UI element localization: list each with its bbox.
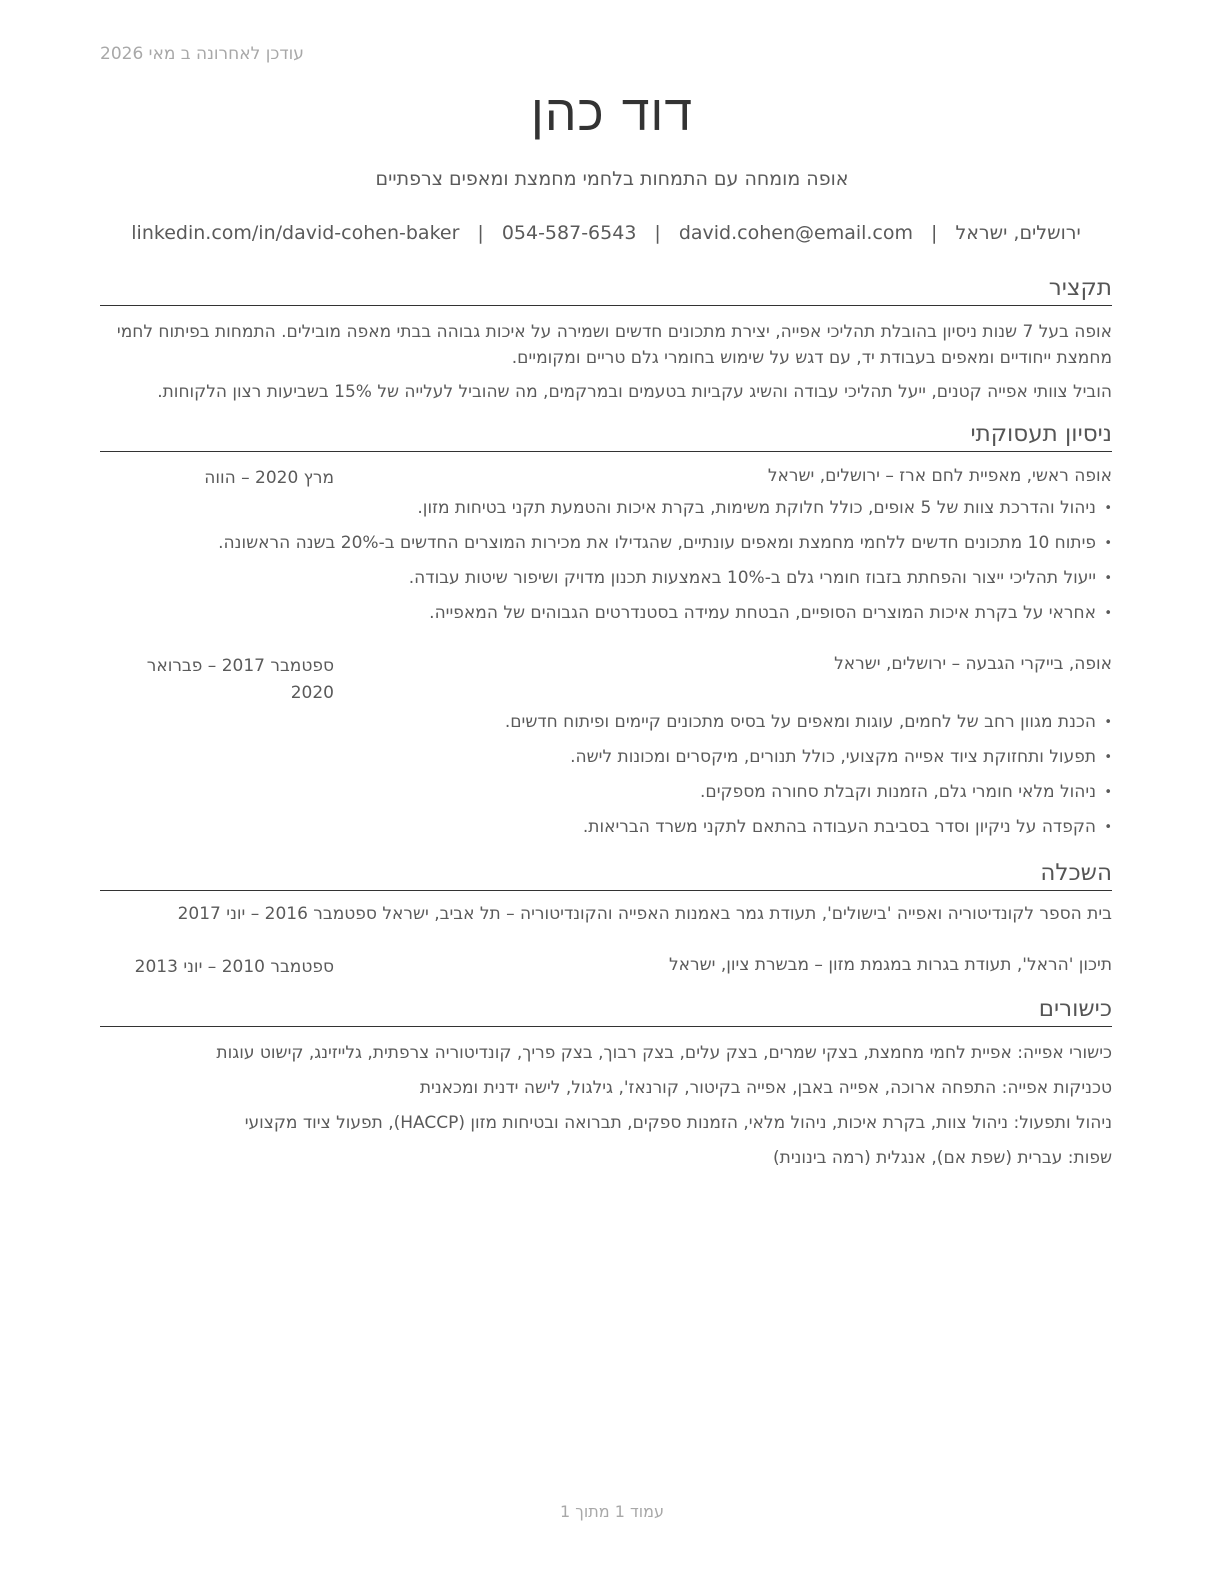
job-dates: מרץ 2020 – הווה xyxy=(204,468,334,488)
summary-paragraph-2: הוביל צוותי אפייה קטנים, ייעל תהליכי עבודה והשיג עקביות בטעמים ובמרקמים, מה שהוביל לעלייה של 15% בשביעות רצון הלקוחות. xyxy=(157,382,1112,402)
skill-line: כישורי אפייה: אפיית לחמי מחמצת, בצקי שמרים, בצק עלים, בצק רבוך, בצק פריך, קונדיטוריה צרפתית, גלייזינג, קישוט עוגות xyxy=(216,1043,1112,1063)
contact-separator: | xyxy=(477,222,484,244)
contact-separator: | xyxy=(654,222,661,244)
contact-email[interactable]: david.cohen@email.com xyxy=(678,222,914,244)
list-item: • אחראי על בקרת איכות המוצרים הסופיים, הבטחת עמידה בסטנדרטים הגבוהים של המאפייה. xyxy=(140,596,1112,631)
page-number: עמוד 1 מתוך 1 xyxy=(560,1502,664,1521)
list-item: • הקפדה על ניקיון וסדר בסביבת העבודה בהתאם לתקני משרד הבריאות. xyxy=(140,810,1112,845)
contact-location: ירושלים, ישראל xyxy=(955,222,1081,244)
job-title: אופה, בייקרי הגבעה – ירושלים, ישראל xyxy=(834,654,1112,674)
list-item: • הכנת מגוון רחב של לחמים, עוגות ומאפים על בסיס מתכונים קיימים ופיתוח חדשים. xyxy=(140,705,1112,740)
education-title: בית הספר לקונדיטוריה ואפייה 'בישולים', תעודת גמר באמנות האפייה והקונדיטוריה – תל אביב, ישראל xyxy=(382,904,1112,924)
candidate-name: דוד כהן xyxy=(530,84,694,142)
list-item: • ייעול תהליכי ייצור והפחתת בזבוז חומרי גלם ב-10% באמצעות תכנון מדויק ושיפור שיטות עבודה. xyxy=(140,561,1112,596)
skills-list xyxy=(100,1036,1112,1176)
contact-separator: | xyxy=(931,222,938,244)
job-title: אופה ראשי, מאפיית לחם ארז – ירושלים, ישראל xyxy=(767,466,1112,486)
list-item: • תפעול ותחזוקת ציוד אפייה מקצועי, כולל תנורים, מיקסרים ומכונות לישה. xyxy=(140,740,1112,775)
last-updated-note: עודכן לאחרונה ב מאי 2026 xyxy=(100,44,304,64)
summary-heading: תקציר xyxy=(100,273,1112,306)
experience-heading: ניסיון תעסוקתי xyxy=(100,419,1112,452)
job-bullets xyxy=(140,491,1112,631)
list-item: • ניהול והדרכת צוות של 5 אופים, כולל חלוקת משימות, בקרת איכות והטמעת תקני בטיחות מזון. xyxy=(140,491,1112,526)
skill-line: שפות: עברית (שפת אם), אנגלית (רמה בינונית) xyxy=(773,1148,1112,1168)
education-dates: ספטמבר 2016 – יוני 2017 xyxy=(177,904,377,924)
education-item xyxy=(100,904,1112,924)
skill-line: טכניקות אפייה: התפחה ארוכה, אפייה באבן, אפייה בקיטור, קורנאז', גילגול, לישה ידנית ומכאנית xyxy=(419,1078,1112,1098)
professional-tagline: אופה מומחה עם התמחות בלחמי מחמצת ומאפים צרפתיים xyxy=(375,168,849,190)
education-title: תיכון 'הראל', תעודת בגרות במגמת מזון – מבשרת ציון, ישראל xyxy=(669,955,1112,975)
summary-paragraph-1: אופה בעל 7 שנות ניסיון בהובלת תהליכי אפייה, יצירת מתכונים חדשים ושמירה על איכות גבוהה בבתי מאפה מובילים. התמחות בפיתוח לחמי מחמצת ייחודיים ומאפים בעבודת יד, עם דגש על שימוש בחומרי גלם טריים ומקומיים. xyxy=(116,322,1112,368)
job-dates: ספטמבר 2017 – פברואר 2020 xyxy=(146,656,334,703)
education-dates: ספטמבר 2010 – יוני 2013 xyxy=(134,957,334,977)
skill-line: ניהול ותפעול: ניהול צוות, בקרת איכות, ניהול מלאי, הזמנות ספקים, תברואה ובטיחות מזון (HACCP), תפעול ציוד מקצועי xyxy=(244,1113,1112,1133)
contact-linkedin[interactable]: linkedin.com/in/david-cohen-baker xyxy=(131,222,460,244)
job-bullets xyxy=(140,705,1112,845)
contact-phone[interactable]: 054-587-6543 xyxy=(501,222,637,244)
contact-line xyxy=(100,222,1112,244)
skills-heading: כישורים xyxy=(100,994,1112,1027)
list-item: • ניהול מלאי חומרי גלם, הזמנות וקבלת סחורה מספקים. xyxy=(140,775,1112,810)
education-heading: השכלה xyxy=(100,858,1112,891)
list-item: • פיתוח 10 מתכונים חדשים ללחמי מחמצת ומאפים עונתיים, שהגדילו את מכירות המוצרים החדשים ב-20% בשנה הראשונה. xyxy=(140,526,1112,561)
